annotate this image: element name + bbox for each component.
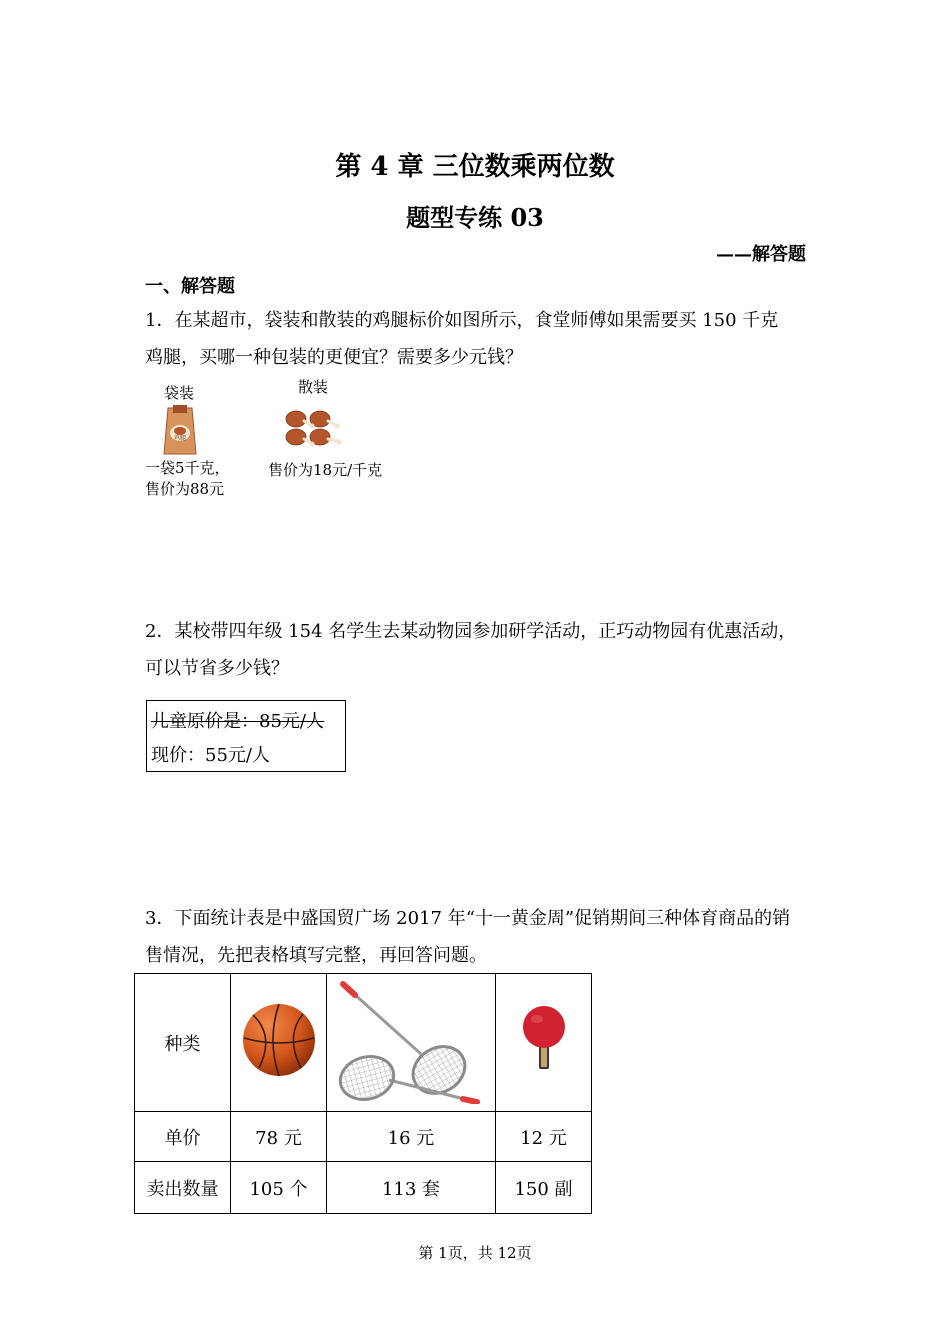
bag-caption-line-2: 售价为88元 xyxy=(145,480,225,498)
section-title: 一、解答题 xyxy=(145,276,235,297)
bag-caption xyxy=(145,458,230,500)
badminton-cell xyxy=(327,974,496,1112)
basketball-price: 78 元 xyxy=(231,1112,327,1162)
question-1 xyxy=(145,302,810,376)
row-label-unit-price: 单价 xyxy=(135,1112,231,1162)
question-3-line-2: 售情况，先把表格填写完整，再回答问题。 xyxy=(145,945,487,966)
basketball-quantity: 105 个 xyxy=(231,1162,327,1214)
chicken-legs-icon xyxy=(282,408,354,448)
page-title: 第 4 章 三位数乘两位数 xyxy=(335,152,615,182)
badminton-rackets-icon xyxy=(331,976,491,1104)
page-subtitle: 题型专练 03 xyxy=(406,203,544,232)
table-row xyxy=(135,1112,592,1162)
current-price: 现价：55元/人 xyxy=(151,745,270,766)
pingpong-cell xyxy=(496,974,592,1112)
row-label-quantity: 卖出数量 xyxy=(135,1162,231,1214)
price-box xyxy=(146,700,346,772)
badminton-quantity: 113 套 xyxy=(327,1162,496,1214)
loose-caption: 售价为18元/千克 xyxy=(268,461,383,479)
question-1-line-1: 1．在某超市，袋装和散装的鸡腿标价如图所示，食堂师傅如果需要买 150 千克 xyxy=(145,310,779,331)
basketball-icon xyxy=(241,1002,317,1078)
pingpong-price: 12 元 xyxy=(496,1112,592,1162)
question-1-line-2: 鸡腿，买哪一种包装的更便宜？需要多少元钱？ xyxy=(145,347,523,368)
badminton-price: 16 元 xyxy=(327,1112,496,1162)
table-row xyxy=(135,1162,592,1214)
question-3 xyxy=(145,900,810,974)
question-type: ——解答题 xyxy=(716,244,806,265)
loose-label: 散装 xyxy=(298,378,329,396)
question-2 xyxy=(145,613,810,687)
chicken-bag-icon xyxy=(160,404,200,456)
sales-table xyxy=(134,973,592,1214)
bag-text: 鸡腿 xyxy=(173,435,187,442)
original-price: 儿童原价是：85元/人 xyxy=(151,711,324,732)
page-footer: 第 1页，共 12页 xyxy=(418,1244,532,1262)
bag-label: 袋装 xyxy=(164,384,195,402)
question-2-line-2: 可以节省多少钱？ xyxy=(145,658,289,679)
pingpong-paddle-icon xyxy=(521,1005,567,1075)
row-label-category: 种类 xyxy=(135,974,231,1112)
basketball-cell xyxy=(231,974,327,1112)
question-2-line-1: 2．某校带四年级 154 名学生去某动物园参加研学活动，正巧动物园有优惠活动， xyxy=(145,621,797,642)
bag-caption-line-1: 一袋5千克， xyxy=(145,459,230,477)
pingpong-quantity: 150 副 xyxy=(496,1162,592,1214)
table-row xyxy=(135,974,592,1112)
question-3-line-1: 3．下面统计表是中盛国贸广场 2017 年“十一黄金周”促销期间三种体育商品的销 xyxy=(145,908,791,929)
